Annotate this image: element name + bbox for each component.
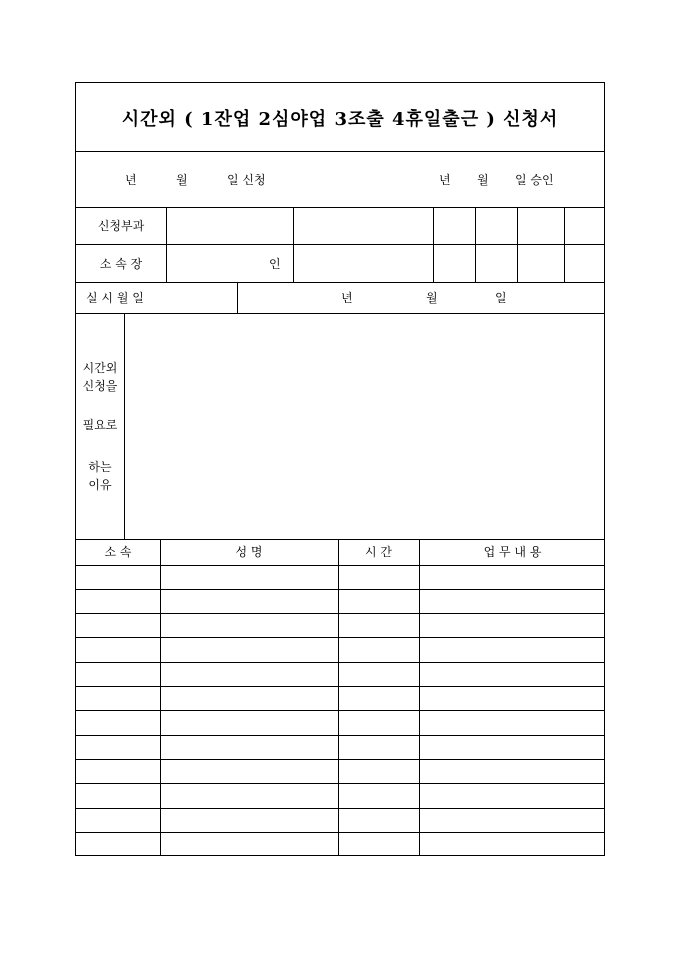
col-dept-header: 소 속 (104, 545, 132, 559)
title-row (76, 83, 604, 152)
table-row[interactable] (76, 832, 604, 833)
table-row[interactable] (76, 686, 604, 687)
reason-label-line1: 시간외 (82, 361, 118, 375)
execution-year: 년 (341, 291, 353, 305)
table-row[interactable] (76, 735, 604, 736)
table-row[interactable] (76, 759, 604, 760)
execution-month: 월 (426, 291, 438, 305)
approve-year-label: 년 (439, 173, 451, 187)
reason-label-line3: 필요로 (82, 418, 118, 432)
execution-row (76, 283, 604, 314)
apply-year-label: 년 (125, 173, 137, 187)
execution-label: 실 시 월 일 (86, 291, 144, 305)
seal-mark: 인 (269, 257, 281, 271)
apply-month-label: 월 (176, 173, 188, 187)
table-row[interactable] (76, 613, 604, 614)
dept-row (76, 208, 604, 245)
approve-day-label: 일 승인 (515, 173, 554, 187)
reason-label-line2: 신청을 (82, 379, 118, 393)
head-label: 소 속 장 (99, 257, 143, 271)
table-row[interactable] (76, 589, 604, 590)
approve-month-label: 월 (477, 173, 489, 187)
reason-label-line4: 하는 (88, 460, 112, 474)
col-task-header: 업 무 내 용 (483, 545, 542, 559)
reason-row (76, 314, 604, 540)
apply-day-label: 일 신청 (227, 173, 266, 187)
table-row[interactable] (76, 710, 604, 711)
reason-label-line5: 이유 (88, 478, 112, 492)
table-row[interactable] (76, 565, 604, 566)
table-row[interactable] (76, 662, 604, 663)
col-time-header: 시 간 (365, 545, 392, 559)
table-row[interactable] (76, 808, 604, 809)
col-name-header: 성 명 (235, 545, 263, 559)
staff-table (76, 540, 604, 855)
date-row (76, 152, 604, 208)
reason-text-area[interactable] (125, 314, 604, 539)
table-row[interactable] (76, 637, 604, 638)
form-title: 시간외 ( 1잔업 2심야업 3조출 4휴일출근 ) 신청서 (121, 109, 559, 130)
execution-day: 일 (495, 291, 507, 305)
head-row (76, 245, 604, 283)
overtime-application-form (75, 82, 605, 856)
table-row[interactable] (76, 783, 604, 784)
dept-label: 신청부과 (97, 219, 145, 233)
